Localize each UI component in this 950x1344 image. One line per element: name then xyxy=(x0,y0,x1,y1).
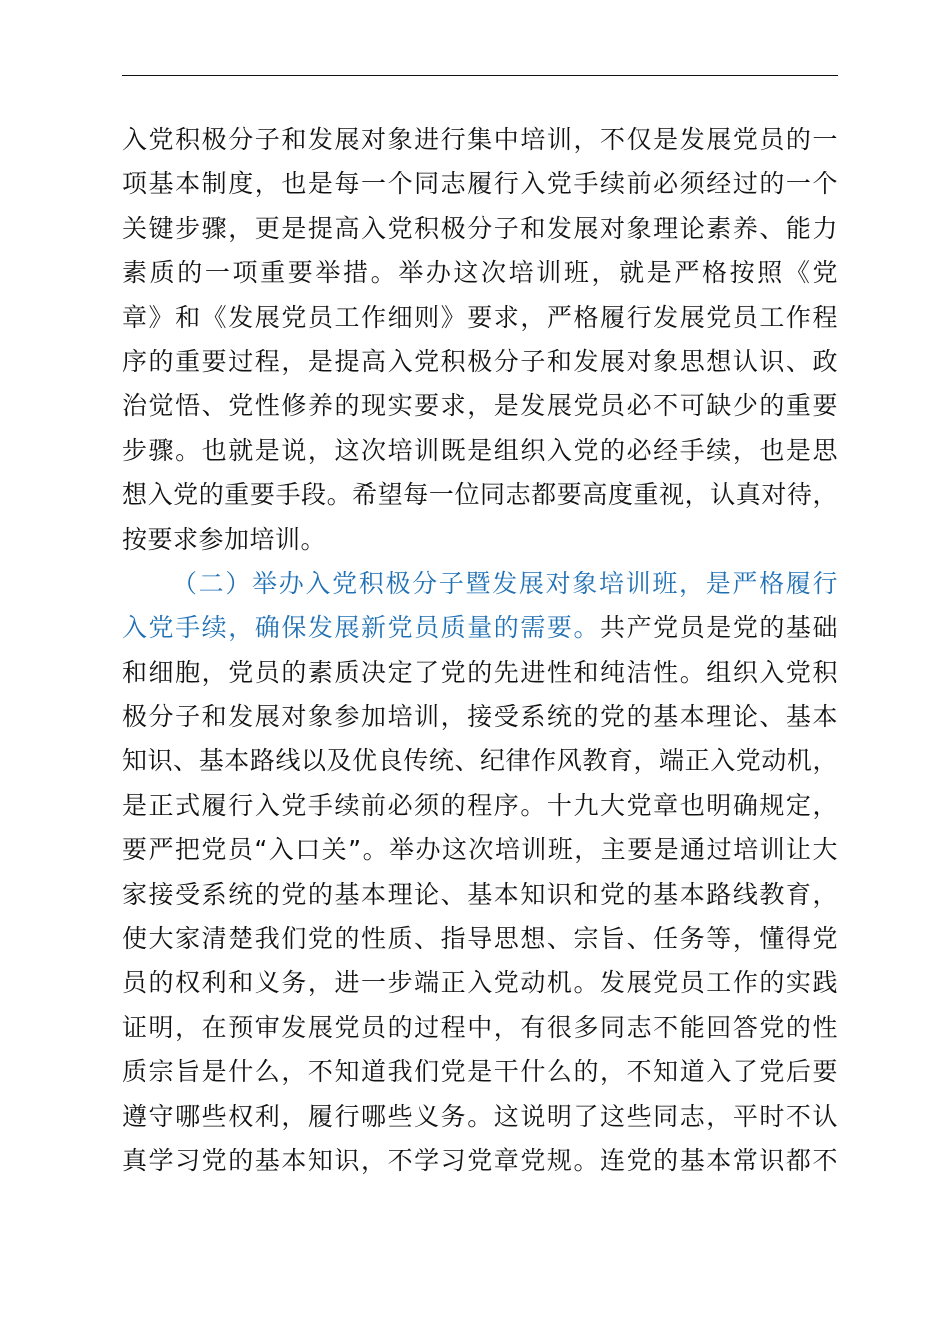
text-line: 关键步骤，更是提高入党积极分子和发展对象理论素养、能力 xyxy=(122,213,838,243)
paragraph-2 xyxy=(122,562,838,1183)
text-line: 序的重要过程，是提高入党积极分子和发展对象思想认识、政 xyxy=(122,346,838,376)
text-line: 家接受系统的党的基本理论、基本知识和党的基本路线教育， xyxy=(122,879,838,909)
text-line: 真学习党的基本知识，不学习党章党规。连党的基本常识都不 xyxy=(122,1145,838,1175)
text-line: 知识、基本路线以及优良传统、纪律作风教育，端正入党动机， xyxy=(122,746,838,776)
text-line: 项基本制度，也是每一个同志履行入党手续前必须经过的一个 xyxy=(122,169,838,199)
text-line: 是正式履行入党手续前必须的程序。十九大党章也明确规定， xyxy=(122,790,838,820)
text-line xyxy=(122,606,838,650)
text-line: 按要求参加培训。 xyxy=(122,524,327,554)
text-line: 素质的一项重要举措。举办这次培训班，就是严格按照《党 xyxy=(122,258,838,288)
text-line: 治觉悟、党性修养的现实要求，是发展党员必不可缺少的重要 xyxy=(122,391,838,421)
section-heading-tail: 入党手续，确保发展新党员质量的需要。 xyxy=(122,613,601,643)
text-line: 想入党的重要手段。希望每一位同志都要高度重视，认真对待， xyxy=(122,480,838,510)
paragraph-1 xyxy=(122,118,838,562)
text-line: 使大家清楚我们党的性质、指导思想、宗旨、任务等，懂得党 xyxy=(122,924,838,954)
text-line: 入党积极分子和发展对象进行集中培训，不仅是发展党员的一 xyxy=(122,125,838,154)
document-body xyxy=(122,118,838,1183)
header-rule xyxy=(122,75,838,76)
body-text-segment: 共产党员是党的基础 xyxy=(600,613,838,643)
text-line: 证明，在预审发展党员的过程中，有很多同志不能回答党的性 xyxy=(122,1012,838,1042)
text-line: 步骤。也就是说，这次培训既是组织入党的必经手续，也是思 xyxy=(122,435,838,465)
text-line: 遵守哪些权利，履行哪些义务。这说明了这些同志，平时不认 xyxy=(122,1101,838,1131)
section-heading-line: （二）举办入党积极分子暨发展对象培训班，是严格履行 xyxy=(172,568,838,598)
text-line: 质宗旨是什么，不知道我们党是干什么的，不知道入了党后要 xyxy=(122,1057,838,1087)
text-line: 章》和《发展党员工作细则》要求，严格履行发展党员工作程 xyxy=(122,302,838,332)
text-line: 要严把党员“入口关”。举办这次培训班，主要是通过培训让大 xyxy=(122,835,838,865)
text-line: 员的权利和义务，进一步端正入党动机。发展党员工作的实践 xyxy=(122,968,838,998)
text-line: 极分子和发展对象参加培训，接受系统的党的基本理论、基本 xyxy=(122,702,838,732)
text-line: 和细胞，党员的素质决定了党的先进性和纯洁性。组织入党积 xyxy=(122,657,838,687)
